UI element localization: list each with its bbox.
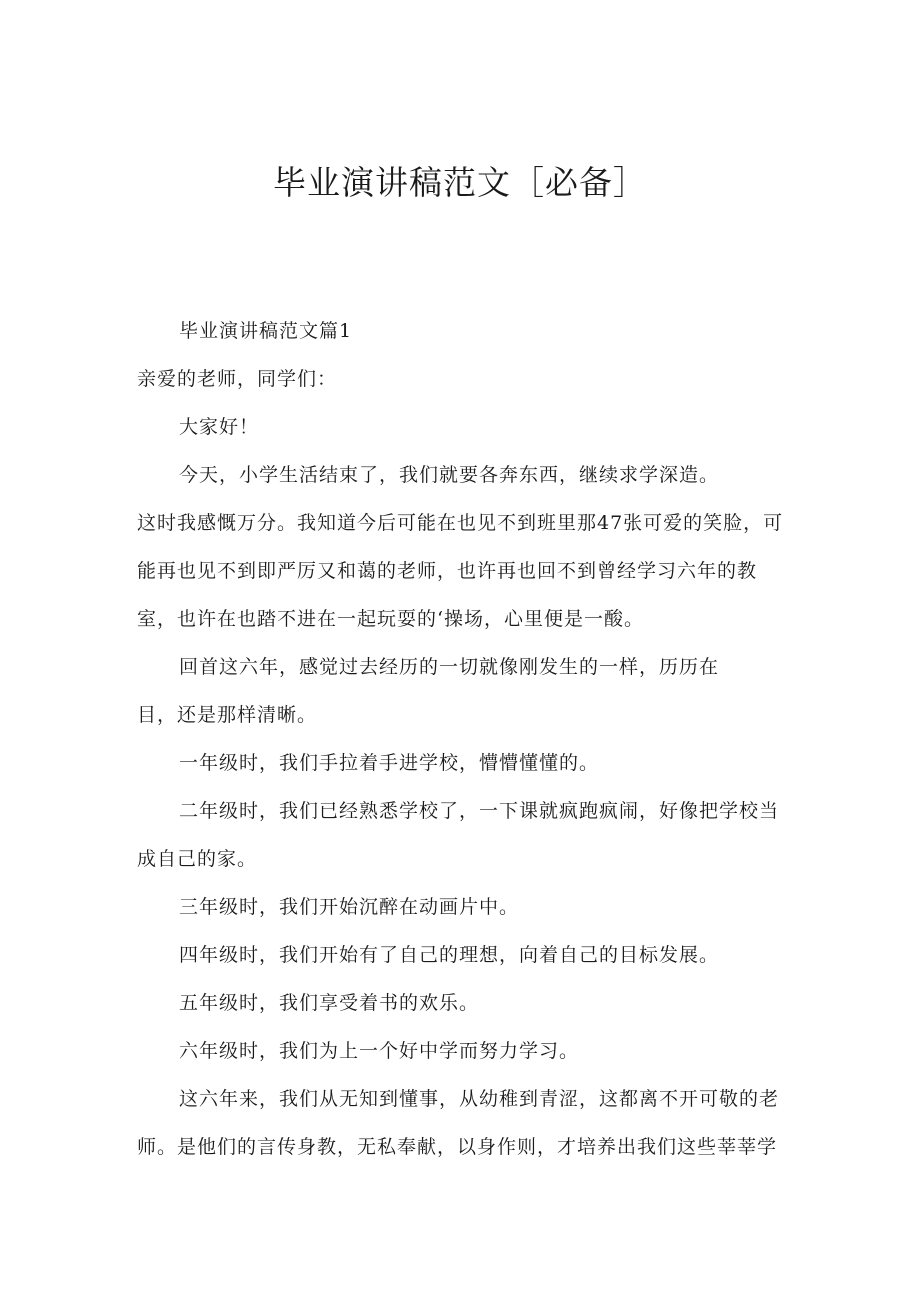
salutation: 亲爱的老师，同学们： xyxy=(137,368,338,390)
paragraph-line: 这六年来，我们从无知到懂事，从幼稚到青涩，这都离不开可敬的老 xyxy=(179,1088,780,1110)
paragraph-line: 二年级时，我们已经熟悉学校了，一下课就疯跑疯闹，好像把学校当 xyxy=(179,800,780,822)
paragraph-line: 成自己的家。 xyxy=(137,848,258,870)
paragraph-line: 目，还是那样清晰。 xyxy=(137,704,318,726)
paragraph-line: 六年级时，我们为上一个好中学而努力学习。 xyxy=(179,1040,580,1062)
paragraph-line: 回首这六年，感觉过去经历的一切就像刚发生的一样，历历在 xyxy=(179,656,720,678)
paragraph-line: 师。是他们的言传身教，无私奉献，以身作则，才培养出我们这些莘莘学 xyxy=(137,1136,778,1158)
document-body xyxy=(137,307,797,1171)
paragraph-line: 室，也许在也踏不进在一起玩耍的‘操场，心里便是一酸。 xyxy=(137,608,645,630)
paragraph-line: 这时我感慨万分。我知道今后可能在也见不到班里那47张可爱的笑脸，可 xyxy=(137,512,784,534)
paragraph-line: 四年级时，我们开始有了自己的理想，向着自己的目标发展。 xyxy=(179,944,720,966)
paragraph-line: 三年级时，我们开始沉醉在动画片中。 xyxy=(179,896,520,918)
section-heading: 毕业演讲稿范文篇1 xyxy=(179,320,353,342)
greeting: 大家好！ xyxy=(179,416,260,438)
paragraph-line: 今天，小学生活结束了，我们就要各奔东西，继续求学深造。 xyxy=(179,464,720,486)
paragraph-line: 能再也见不到即严厉又和蔼的老师，也许再也回不到曾经学习六年的教 xyxy=(137,560,758,582)
paragraph-line: 五年级时，我们享受着书的欢乐。 xyxy=(179,992,480,1014)
document-title: 毕业演讲稿范文［必备］ xyxy=(273,163,647,202)
paragraph-line: 一年级时，我们手拉着手进学校，懵懵懂懂的。 xyxy=(179,752,600,774)
